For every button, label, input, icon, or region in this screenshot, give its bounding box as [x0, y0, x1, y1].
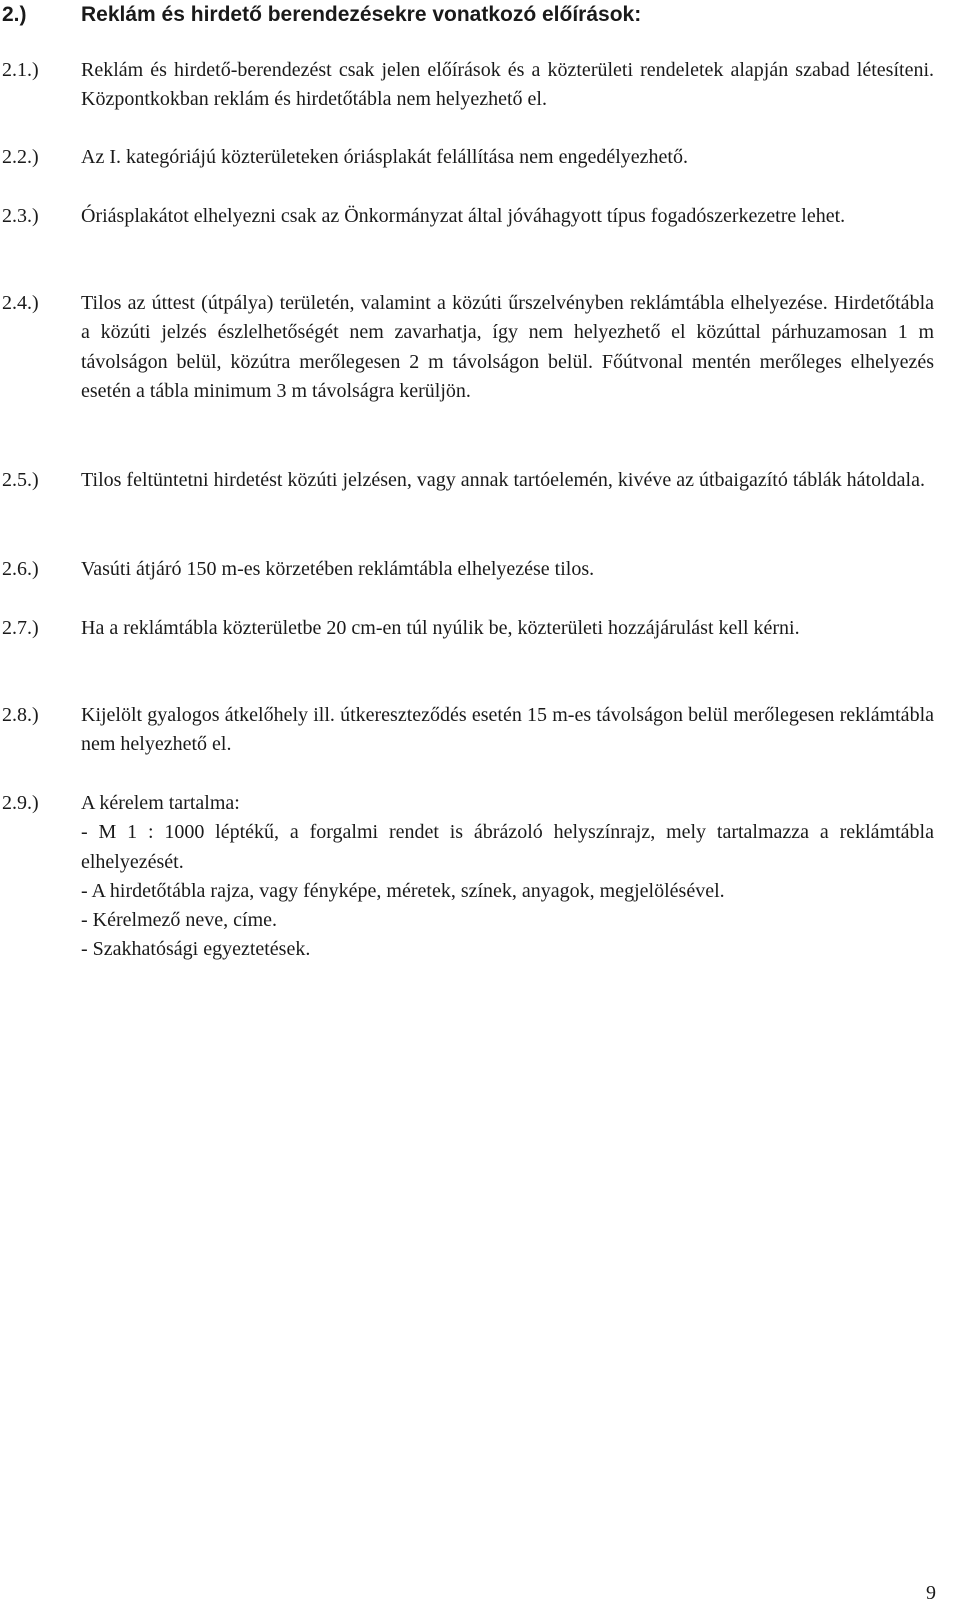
rule-text: Tilos az úttest (útpálya) területén, valamint a közúti űrszelvényben reklámtábla elhelyezése. Hirdetőtábla a közúti jelzés észlelhetőségét nem zavarhatja, így nem helyezhető el közúttal párhuzamosan 1 m távolságon belül, közútra merőlegesen 2 m távolságon belül. Főútvonal mentén merőleges elhelyezés esetén a tábla minimum 3 m távolságra kerüljön.	[81, 292, 934, 402]
rule-text: Tilos feltüntetni hirdetést közúti jelzésen, vagy annak tartóelemén, kivéve az útbaigazító táblák hátoldala.	[81, 469, 925, 491]
rule-number: 2.2.)	[2, 146, 39, 168]
rule-number: 2.8.)	[2, 704, 39, 726]
request-list-item: - Szakhatósági egyeztetések.	[81, 938, 311, 961]
section-number: 2.)	[2, 3, 27, 26]
rule-number: 2.1.)	[2, 59, 39, 81]
section-title: Reklám és hirdető berendezésekre vonatkozó előírások:	[81, 3, 642, 26]
rule-item-2-9	[2, 789, 934, 965]
rule-item-2-4	[2, 289, 934, 406]
rule-item-2-5	[2, 466, 934, 495]
rule-text: Vasúti átjáró 150 m-es körzetében reklámtábla elhelyezése tilos.	[81, 558, 595, 580]
rule-item-2-6	[2, 555, 934, 584]
rule-text: Kijelölt gyalogos átkelőhely ill. útkereszteződés esetén 15 m-es távolságon belül merőlegesen reklámtábla nem helyezhető el.	[81, 704, 934, 756]
request-list-item: - Kérelmező neve, címe.	[81, 909, 278, 932]
rule-item-2-3	[2, 202, 934, 231]
request-list-item: - A hirdetőtábla rajza, vagy fényképe, méretek, színek, anyagok, megjelölésével.	[81, 879, 725, 902]
rule-text: Ha a reklámtábla közterületbe 20 cm-en túl nyúlik be, közterületi hozzájárulást kell kérni.	[81, 617, 800, 639]
rule-number: 2.6.)	[2, 558, 39, 580]
rule-number: 2.5.)	[2, 469, 39, 491]
rule-text: Reklám és hirdető-berendezést csak jelen előírások és a közterületi rendeletek alapján szabad létesíteni. Központkokban reklám és hirdetőtábla nem helyezhető el.	[81, 59, 934, 111]
rule-number: 2.7.)	[2, 617, 39, 639]
rule-number: 2.3.)	[2, 205, 39, 227]
rule-item-2-8	[2, 701, 934, 760]
page-number: 9	[926, 1582, 936, 1604]
rule-number: 2.4.)	[2, 292, 39, 314]
rule-number: 2.9.)	[2, 792, 39, 814]
request-list-item: - M 1 : 1000 léptékű, a forgalmi rendet is ábrázoló helyszínrajz, mely tartalmazza a reklámtábla elhelyezését.	[81, 821, 934, 873]
rule-item-2-2	[2, 143, 934, 172]
rule-text: Az I. kategóriájú közterületeken óriásplakát felállítása nem engedélyezhető.	[81, 146, 688, 168]
rule-item-2-1	[2, 56, 934, 115]
rule-item-2-7	[2, 614, 934, 643]
request-intro: A kérelem tartalma:	[81, 792, 240, 814]
rule-text: Óriásplakátot elhelyezni csak az Önkormányzat által jóváhagyott típus fogadószerkezetre lehet.	[81, 205, 846, 227]
